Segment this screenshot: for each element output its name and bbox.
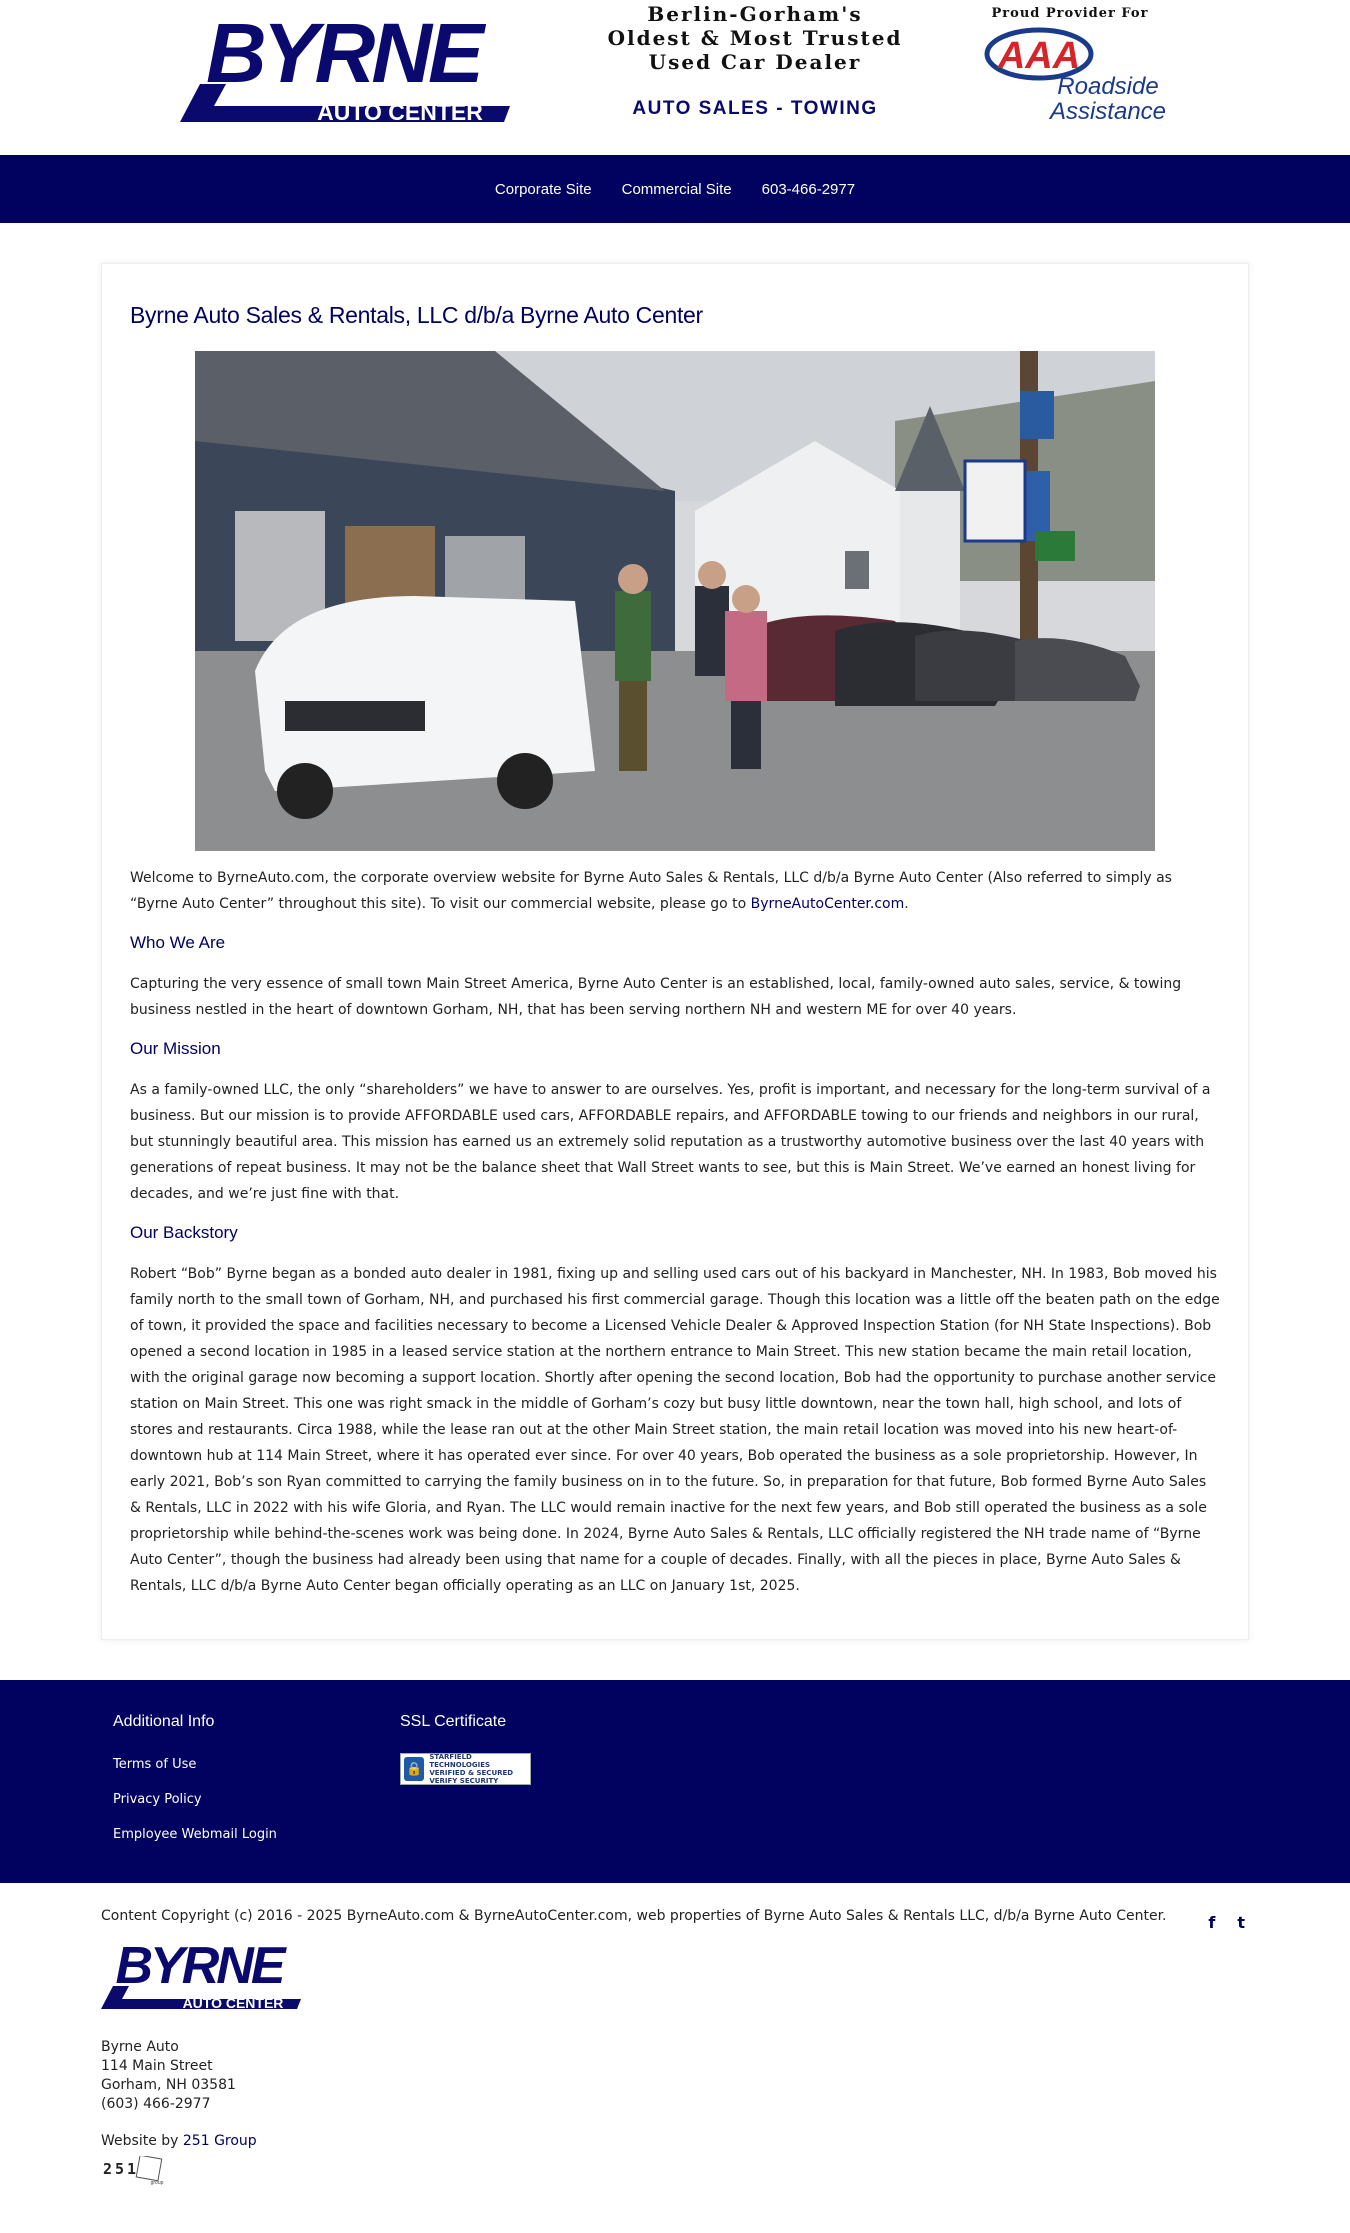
- site-header: [0, 0, 1350, 155]
- aaa-line-1: Roadside: [1057, 73, 1159, 100]
- site-footer: [0, 1680, 1350, 1883]
- aaa-line-2: Assistance: [1049, 98, 1167, 125]
- storefront-photo: [195, 351, 1155, 851]
- byrne-logo[interactable]: [180, 10, 515, 128]
- ssl-heading: SSL Certificate: [400, 1713, 507, 1730]
- who-we-are-heading: Who We Are: [130, 933, 226, 952]
- aaa-roadside-text: [1038, 74, 1178, 124]
- welcome-paragraph: [130, 865, 1220, 917]
- website-by: [101, 2133, 257, 2149]
- ssl-badge-text: [429, 1753, 527, 1785]
- tagline-line-2: Oldest & Most Trusted: [607, 26, 903, 50]
- svg-text:BYRNE: BYRNE: [115, 1939, 283, 1995]
- who-we-are-text: Capturing the very essence of small town Main Street America, Byrne Auto Center is an established, local, family-owned auto sales, service, & towing business nestled in the heart of downtown Gorham, NH, that has been serving northern NH and western ME for over 40 years.: [130, 976, 1182, 1018]
- aaa-badge: [980, 6, 1180, 131]
- lock-icon: 🔒: [404, 1757, 424, 1781]
- bottom-section: [0, 1883, 1350, 2213]
- ssl-line-3: VERIFY SECURITY: [429, 1777, 499, 1785]
- ssl-badge[interactable]: [400, 1753, 531, 1785]
- terms-link[interactable]: Terms of Use: [113, 1757, 197, 1772]
- tagline-line-1: Berlin-Gorham's: [647, 2, 863, 26]
- byrne-footer-logo: [101, 1939, 303, 2011]
- nav-commercial-site[interactable]: Commercial Site: [621, 180, 732, 198]
- tagline-line-3: Used Car Dealer: [648, 50, 862, 74]
- social-links: [1208, 1913, 1245, 1932]
- mission-heading: Our Mission: [130, 1039, 221, 1058]
- svg-text:BYRNE: BYRNE: [205, 10, 481, 100]
- tagline: [590, 2, 920, 74]
- address-street: 114 Main Street: [101, 2058, 213, 2074]
- svg-text:AAA: AAA: [997, 35, 1081, 77]
- ssl-column: [400, 1713, 531, 1785]
- twitter-icon[interactable]: t: [1237, 1913, 1245, 1932]
- welcome-text: Welcome to ByrneAuto.com, the corporate overview website for Byrne Auto Sales & Rentals, LLC d/b/a Byrne Auto Center (Also referred to simply as “Byrne Auto Center” throughout this site). To visit our commercial website, please go to: [130, 870, 1172, 912]
- address-name: Byrne Auto: [101, 2039, 179, 2055]
- main-content: [0, 223, 1350, 1680]
- commercial-site-link[interactable]: ByrneAutoCenter.com: [750, 896, 905, 912]
- 251-group-logo[interactable]: [101, 2156, 166, 2186]
- additional-info-column: [113, 1713, 277, 1858]
- aaa-provider-text: Proud Provider For: [991, 6, 1149, 21]
- address-block: [101, 2038, 236, 2114]
- copyright-text: Content Copyright (c) 2016 - 2025 ByrneAuto.com & ByrneAutoCenter.com, web properties of Byrne Auto Sales & Rentals LLC, d/b/a Byrne Auto Center.: [101, 1908, 1167, 1924]
- address-phone: (603) 466-2977: [101, 2096, 211, 2112]
- address-city: Gorham, NH 03581: [101, 2077, 236, 2093]
- nav-phone[interactable]: 603-466-2977: [761, 180, 856, 198]
- additional-info-heading: Additional Info: [113, 1713, 215, 1730]
- svg-text:group: group: [150, 2180, 164, 2186]
- website-by-text: Website by: [101, 2133, 183, 2149]
- backstory-text: Robert “Bob” Byrne began as a bonded auto dealer in 1981, fixing up and selling used cars out of his backyard in Manchester, NH. In 1983, Bob moved his family north to the small town of Gorham, NH, and purchased his first commercial garage. Though this location was a little off the beaten path on the edge of town, it provided the space and facilities necessary to become a Licensed Vehicle Dealer & Approved Inspection Station (for NH State Inspections). Bob opened a second location in 1985 in a leased service station at the northern entrance to Main Street. This new station became the main retail location, with the original garage now becoming a support location. Shortly after opening the second location, Bob had the opportunity to purchase another service station on Main Street. This one was right smack in the middle of Gorham’s cozy but busy little downtown, near the town hall, high school, and lots of stores and restaurants. Circa 1988, while the lease ran out at the other Main Street station, the main retail location was moved into his new heart-of-downtown hub at 114 Main Street, where it has operated ever since. For over 40 years, Bob operated the business as a sole proprietorship. However, In early 2021, Bob’s son Ryan committed to carrying the family business on in to the future. So, in preparation for that future, Bob formed Byrne Auto Sales & Rentals, LLC in 2022 with his wife Gloria, and Ryan. The LLC would remain inactive for the next few years, and Bob still operated the business as a sole proprietorship while behind-the-scenes work was being done. In 2024, Byrne Auto Sales & Rentals, LLC officially registered the NH trade name of “Byrne Auto Center”, though the business had already been using that name for a couple of decades. Finally, with all the pieces in place, Byrne Auto Sales & Rentals, LLC d/b/a Byrne Auto Center began officially operating as an LLC on January 1st, 2025.: [130, 1266, 1220, 1594]
- page-title: Byrne Auto Sales & Rentals, LLC d/b/a Byrne Auto Center: [130, 302, 703, 328]
- svg-text:AUTO CENTER: AUTO CENTER: [317, 99, 483, 125]
- services-text: AUTO SALES - TOWING: [632, 98, 878, 119]
- main-nav: [0, 155, 1350, 223]
- content-card: [101, 263, 1249, 1640]
- ssl-line-1: STARFIELD TECHNOLOGIES: [429, 1753, 491, 1769]
- mission-text: As a family-owned LLC, the only “shareholders” we have to answer to are ourselves. Yes, profit is important, and necessary for the long-term survival of a business. But our mission is to provide AFFORDABLE used cars, AFFORDABLE repairs, and AFFORDABLE towing to our friends and neighbors in our rural, but stunningly beautiful area. This mission has earned us an extremely solid reputation as a trustworthy automotive business over the last 40 years with generations of repeat business. It may not be the balance sheet that Wall Street wants to see, but this is Main Street. We’ve earned an honest living for decades, and we’re just fine with that.: [130, 1082, 1211, 1202]
- webmail-link[interactable]: Employee Webmail Login: [113, 1827, 277, 1842]
- svg-text:AUTO CENTER: AUTO CENTER: [182, 1995, 284, 2011]
- backstory-heading: Our Backstory: [130, 1223, 238, 1242]
- privacy-link[interactable]: Privacy Policy: [113, 1792, 202, 1807]
- svg-text:251: 251: [102, 2160, 140, 2178]
- facebook-icon[interactable]: f: [1208, 1913, 1216, 1932]
- ssl-line-2: VERIFIED & SECURED: [429, 1769, 514, 1777]
- footer-links: [113, 1753, 277, 1842]
- welcome-end: .: [904, 896, 909, 912]
- 251-group-link[interactable]: 251 Group: [182, 2133, 257, 2149]
- nav-corporate-site[interactable]: Corporate Site: [494, 180, 592, 198]
